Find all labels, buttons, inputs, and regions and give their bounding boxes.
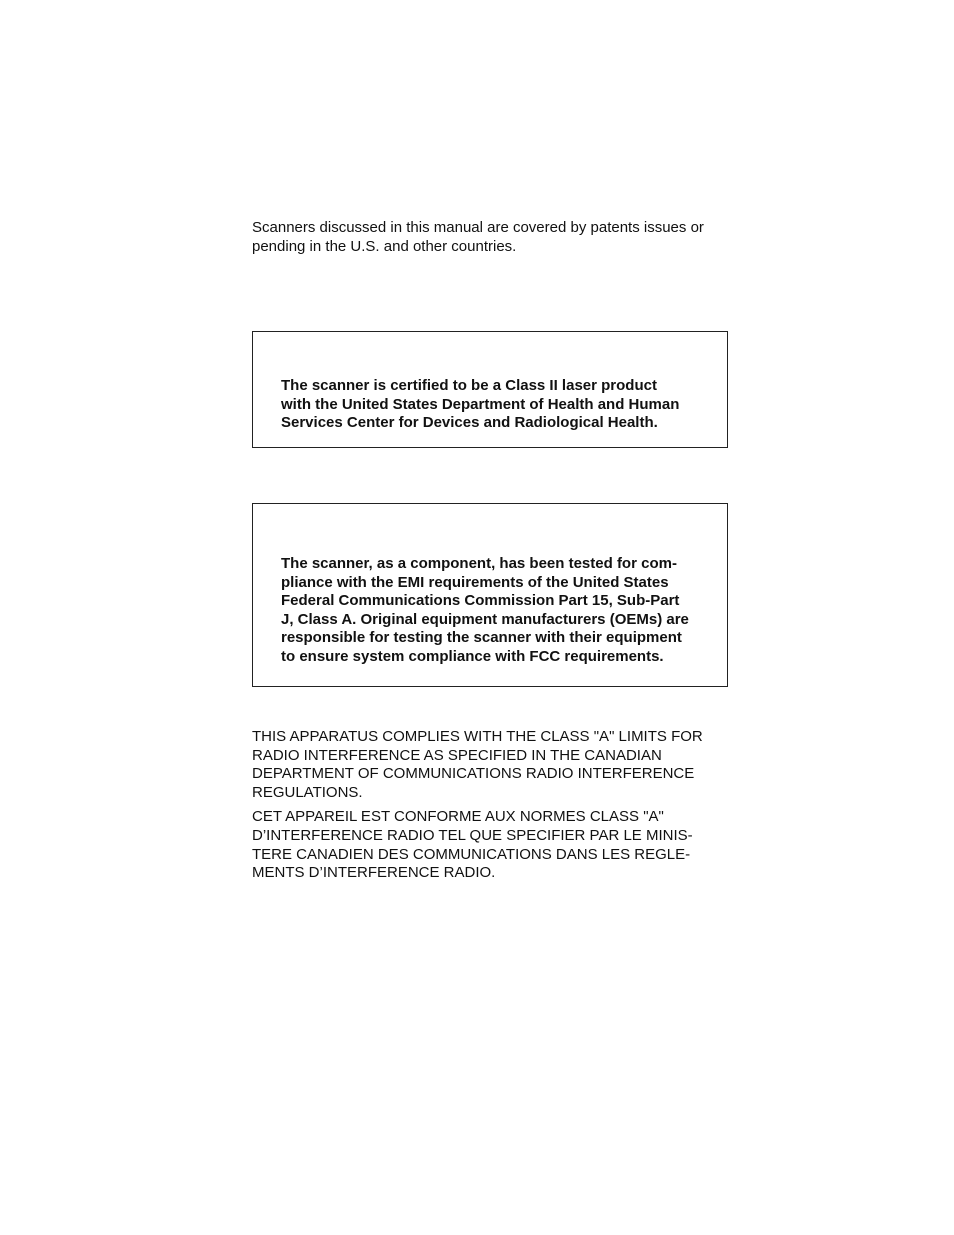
fcc-notice-line: J, Class A. Original equipment manufacturers (OEMs) are [281,610,689,628]
fcc-notice-line: to ensure system compliance with FCC requirements. [281,647,664,665]
canadian-compliance-section [252,728,730,883]
canada-fr-line: CET APPAREIL EST CONFORME AUX NORMES CLASS "A" [252,808,664,826]
canada-notice-english [252,728,730,802]
canada-fr-line: D’INTERFERENCE RADIO TEL QUE SPECIFIER PAR LE MINIS- [252,826,693,844]
canada-notice-french [252,808,730,882]
laser-certification-text [281,377,700,433]
canada-fr-line: TERE CANADIEN DES COMMUNICATIONS DANS LES REGLE- [252,845,691,863]
canada-en-line: RADIO INTERFERENCE AS SPECIFIED IN THE CANADIAN [252,746,662,764]
fcc-compliance-text [281,555,700,667]
patent-notice-line: Scanners discussed in this manual are covered by patents issues or [252,219,704,236]
canada-fr-line: MENTS D’INTERFERENCE RADIO. [252,864,496,882]
canada-en-line: DEPARTMENT OF COMMUNICATIONS RADIO INTERFERENCE [252,765,695,783]
patent-notice [252,218,730,256]
fcc-notice-line: Federal Communications Commission Part 15, Sub-Part [281,592,680,610]
laser-notice-line: Services Center for Devices and Radiological Health. [281,414,658,432]
fcc-notice-line: pliance with the EMI requirements of the United States [281,573,669,591]
patent-notice-line: pending in the U.S. and other countries. [252,238,517,255]
fcc-compliance-box [252,503,728,687]
laser-notice-line: with the United States Department of Health and Human [281,395,680,413]
laser-certification-box [252,331,728,448]
canada-en-line: REGULATIONS. [252,783,363,801]
fcc-notice-line: responsible for testing the scanner with their equipment [281,629,682,647]
canada-en-line: THIS APPARATUS COMPLIES WITH THE CLASS "A" LIMITS FOR [252,728,703,745]
fcc-notice-line: The scanner, as a component, has been tested for com- [281,555,677,572]
laser-notice-line: The scanner is certified to be a Class II laser product [281,377,657,394]
